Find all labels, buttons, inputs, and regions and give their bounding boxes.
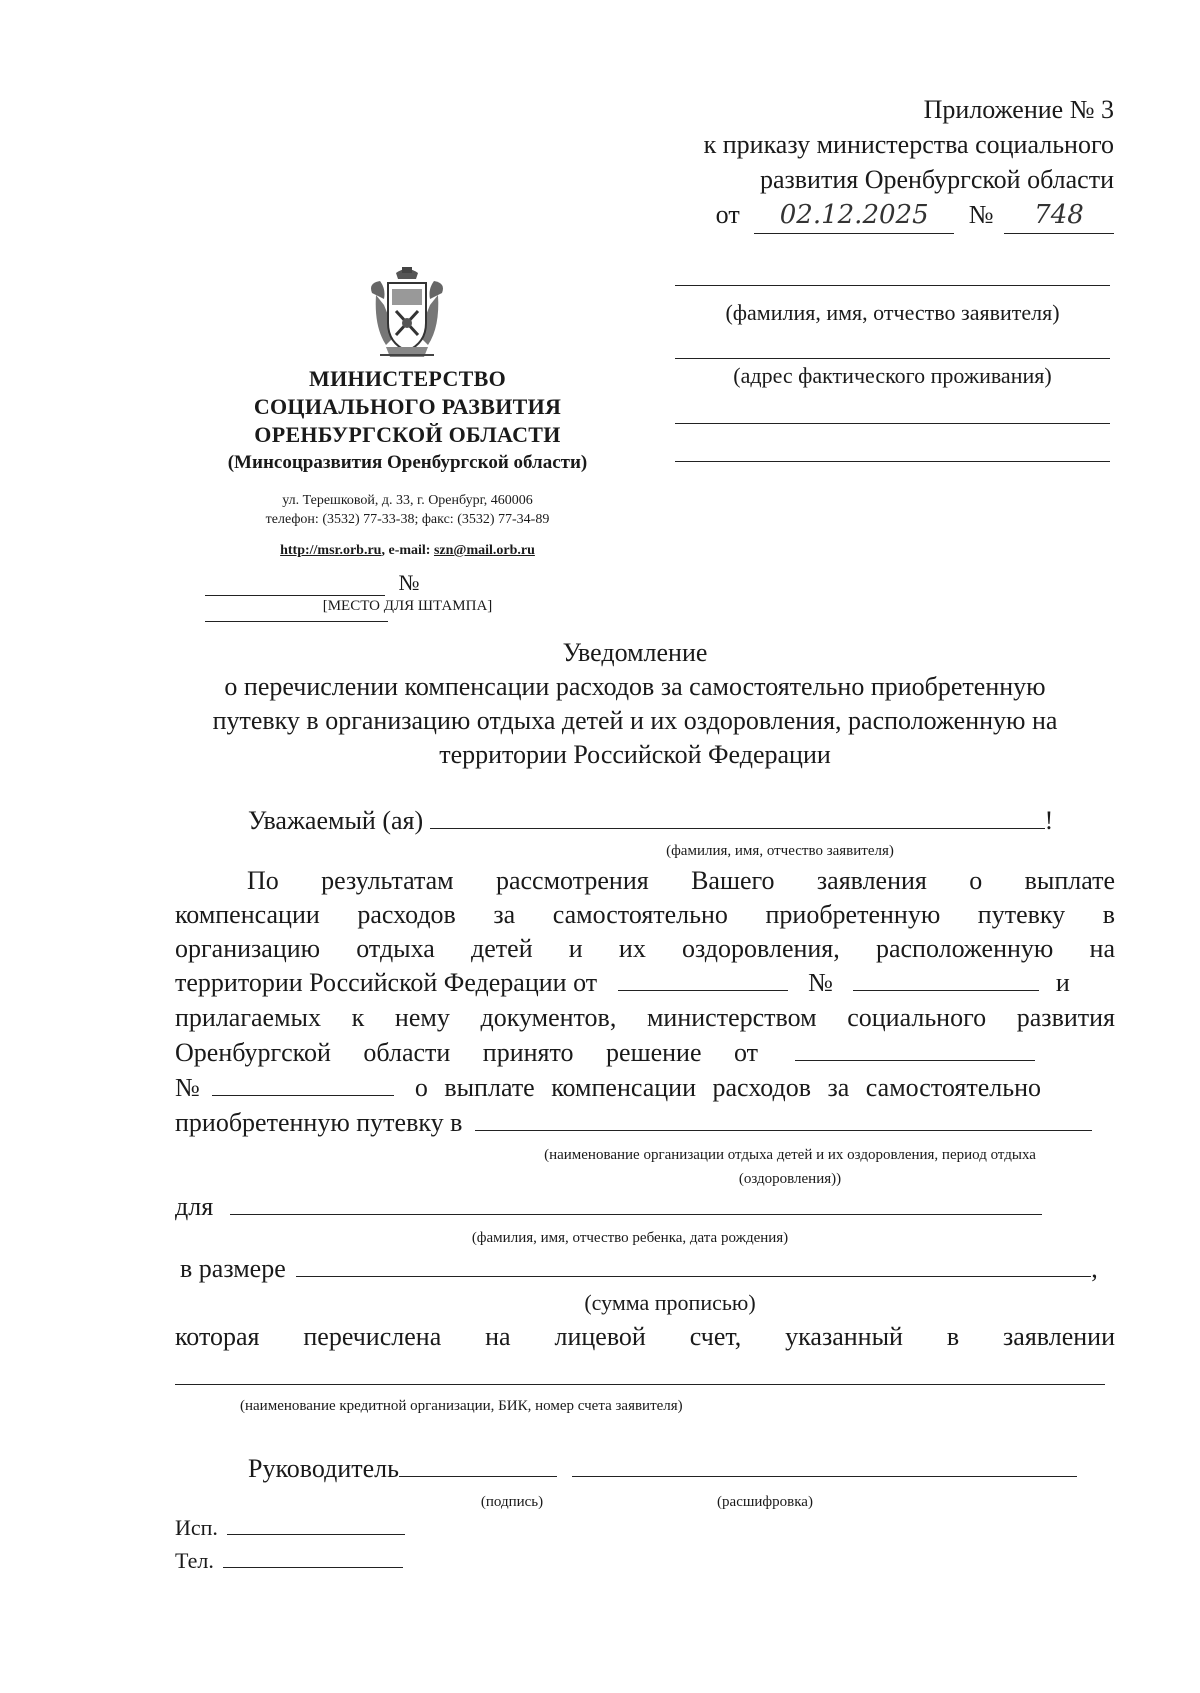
decode-caption: (расшифровка) [717,1494,813,1510]
decode-line[interactable] [572,1454,1077,1477]
organization-caption-1: (наименование организации отдыха детей и их оздоровления, период отдыха [544,1147,1036,1163]
paragraph-line-5: прилагаемых к нему документов, министерством социального развития [175,1003,1115,1032]
amount-comma: , [1091,1254,1098,1283]
greeting-exclamation: ! [1044,806,1054,835]
child-caption: (фамилия, имя, отчество ребенка, дата рождения) [471,1230,789,1246]
appendix-block [554,92,1114,234]
recipient-name-line[interactable] [675,285,1110,286]
appendix-number-value: 748 [1004,198,1114,234]
document-title [160,636,1110,772]
paragraph-line-7 [175,1073,1115,1103]
decision-date-line[interactable] [795,1038,1035,1061]
child-line[interactable] [230,1192,1042,1215]
p4-number-sign: № [808,968,833,997]
organization-caption [470,1143,1110,1191]
transfer-line: которая перечислена на лицевой счет, указанный в заявлении [175,1322,1115,1351]
head-label: Руководитель [248,1454,399,1483]
ministry-name-line-2: СОЦИАЛЬНОГО РАЗВИТИЯ [253,394,562,419]
ministry-contacts [180,543,635,559]
ministry-website-link[interactable]: http://msr.orb.ru [280,543,382,558]
decision-number-line[interactable] [212,1073,394,1096]
appendix-date-prefix: от [715,200,740,229]
outgoing-number-line[interactable] [205,621,388,622]
ministry-name-line-1: МИНИСТЕРСТВО [309,366,506,391]
paragraph-line-2: компенсации расходов за самостоятельно приобретенную путевку в [175,900,1115,929]
appendix-line-1: Приложение № 3 [923,95,1114,124]
ministry-email-label: , e-mail: [381,543,434,558]
p4-text-a: территории Российской Федерации от [175,968,598,997]
recipient-address-line-3[interactable] [675,461,1110,462]
appendix-date-value: 02.12.2025 [754,198,954,234]
executor-label: Исп. [175,1515,218,1540]
amount-row [180,1254,1120,1284]
paragraph-line-3: организацию отдыха детей и их оздоровления, расположенную на [175,934,1115,963]
sign-caption: (подпись) [480,1494,544,1510]
ministry-address: ул. Терешковой, д. 33, г. Оренбург, 460006 [282,493,533,508]
ministry-name-line-3: ОРЕНБУРГСКОЙ ОБЛАСТИ [254,422,561,447]
p6-text: Оренбургской области принято решение от [175,1038,759,1067]
ministry-header [180,365,635,559]
paragraph-line-8 [175,1108,1115,1138]
greeting-name-line[interactable] [430,806,1045,829]
signature-row [248,1454,1077,1484]
phone-row [175,1548,403,1574]
organization-line[interactable] [475,1108,1092,1131]
recipient-address-line[interactable] [675,358,1110,359]
executor-line[interactable] [227,1516,405,1535]
title-line-1: Уведомление [562,638,708,667]
phone-line[interactable] [223,1549,403,1568]
ministry-phone: телефон: (3532) 77-33-38; факс: (3532) 77-34-89 [265,512,550,527]
p7-number-sign: № [175,1073,200,1102]
title-line-3: путевку в организацию отдыха детей и их оздоровления, расположенную на [212,706,1058,735]
appendix-number-prefix: № [968,200,994,229]
child-row [175,1192,1115,1222]
recipient-name-caption: (фамилия, имя, отчество заявителя) [725,300,1060,325]
stamp-caption: [МЕСТО ДЛЯ ШТАМПА] [322,598,493,614]
greeting-label: Уважаемый (ая) [248,806,424,835]
ministry-email-link[interactable]: szn@mail.orb.ru [433,543,535,558]
application-number-line[interactable] [853,968,1039,991]
greeting-row [248,806,1078,836]
title-line-2: о перечислении компенсации расходов за самостоятельно приобретенную [224,672,1046,701]
p8-text: приобретенную путевку в [175,1108,463,1137]
coat-of-arms-icon [366,265,448,363]
appendix-line-3: развития Оренбургской области [759,165,1114,194]
greeting-caption: (фамилия, имя, отчество заявителя) [666,843,894,859]
bank-caption: (наименование кредитной организации, БИК, номер счета заявителя) [240,1398,683,1414]
paragraph-line-1: По результатам рассмотрения Вашего заявления о выплате [247,866,1115,895]
bank-details-line[interactable] [175,1384,1105,1385]
executor-row [175,1515,405,1541]
p7-text: о выплате компенсации расходов за самостоятельно [414,1073,1041,1102]
application-date-line[interactable] [618,968,788,991]
paragraph-line-6 [175,1038,1115,1068]
paragraph-line-4 [175,968,1115,998]
recipient-address-caption: (адрес фактического проживания) [733,363,1052,388]
amount-line[interactable] [296,1254,1091,1277]
appendix-date-row [554,197,1114,234]
phone-label: Тел. [175,1548,214,1573]
recipient-address-line-2[interactable] [675,423,1110,424]
amount-caption: (сумма прописью) [584,1290,756,1315]
amount-label: в размере [180,1254,286,1283]
outgoing-number-sign: № [398,570,420,595]
p4-text-c: и [1055,968,1070,997]
title-line-4: территории Российской Федерации [439,740,831,769]
signature-line[interactable] [399,1454,557,1477]
ministry-short-name: (Минсоцразвития Оренбургской области) [227,452,588,473]
for-label: для [175,1192,214,1221]
appendix-line-2: к приказу министерства социального [703,130,1114,159]
organization-caption-2: (оздоровления)) [738,1171,842,1187]
outgoing-date-line[interactable] [205,595,385,596]
